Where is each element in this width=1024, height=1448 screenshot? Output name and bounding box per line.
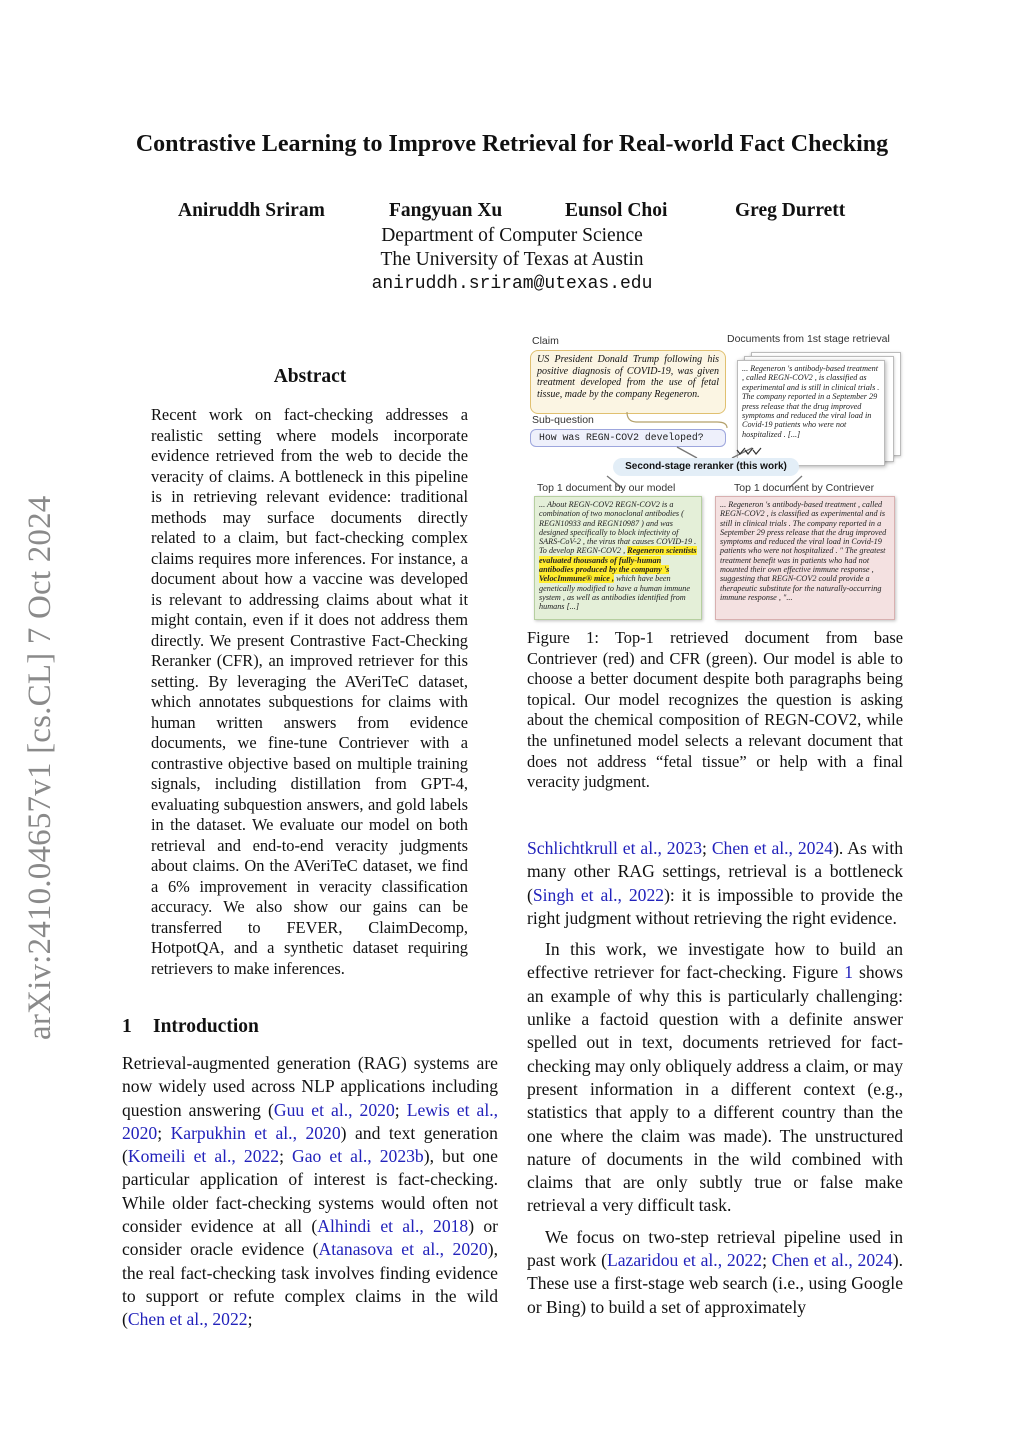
subquestion-arrow: [677, 447, 697, 458]
affiliation: [0, 224, 1024, 296]
intro-paragraph: In this work, we investigate how to build an effective retriever for fact-checking. Figure 1 shows an example of why this is particularly challenging: unlike a factoid question with a definite answer spelled out in text, documents retrieved for fact-checking may only obliquely address a claim, or may present information in a different context (e.g., statistics that apply to a different country than the one where the claim was made). The unstructured nature of documents in the wild combined with claims that are only subtly true or false make retrieval a very difficult task.: [527, 939, 903, 1216]
ours-label: Top 1 document by our model: [537, 482, 676, 494]
citation-link[interactable]: Chen et al., 2022: [127, 1309, 248, 1330]
documents-label: Documents from 1st stage retrieval: [727, 333, 890, 345]
citation-link[interactable]: Singh et al., 2022: [532, 884, 665, 905]
citation-link[interactable]: Chen et al., 2024: [711, 838, 834, 858]
author-name: Fangyuan Xu: [389, 200, 503, 221]
citation-link[interactable]: Schlichtkrull et al., 2023: [527, 838, 702, 858]
citation-link[interactable]: Gao et al., 2023b: [292, 1146, 424, 1167]
figure-1: [527, 330, 903, 622]
subquestion-label: Sub-question: [532, 414, 594, 426]
citation-link[interactable]: Guu et al., 2020: [273, 1099, 395, 1120]
department: Department of Computer Science: [381, 225, 643, 246]
document-card: ... Regeneron 's antibody-based treatment , called REGN-COV2 , is classified as experimental and is still in clinical trials . The company reported in a September 29 press release that the drug improved symptoms and reduced the viral load in Covid-19 patients who were not hospitalized . [...]: [737, 360, 885, 466]
citation-link[interactable]: Atanasova et al., 2020: [318, 1239, 488, 1260]
email[interactable]: aniruddh.sriram@utexas.edu: [371, 274, 653, 294]
ours-document: ... About REGN-COV2 REGN-COV2 is a combination of two monoclonal antibodies ( REGN10933 and REGN10987 ) and was designed specifically to block infectivity of SARS-CoV-2 , the virus that causes COVID-19 . To develop REGN-COV2 , Regeneron scientists evaluated thousands of fully-human antibodies produced by the company 's VelocImmune® mice , which have been genetically modified to have a human immune system , as well as antibodies identified from humans [...]: [534, 496, 702, 620]
citation-link[interactable]: Lewis et al., 2020: [122, 1099, 498, 1143]
intro-paragraph: Schlichtkrull et al., 2023; Chen et al., 2024). As with many other RAG settings, retrieval is a bottleneck (Singh et al., 2022): it is impossible to provide the right judgment without retrieving the right evidence.: [527, 838, 903, 928]
intro-left-column: [122, 1052, 498, 1332]
claim-label: Claim: [532, 335, 559, 347]
section-title: Introduction: [153, 1016, 259, 1037]
author-list: [0, 200, 1024, 226]
paper-title: Contrastive Learning to Improve Retrieval for Real-world Fact Checking: [135, 131, 889, 157]
citation-link[interactable]: Komeili et al., 2022: [127, 1146, 280, 1167]
claim-connector: [627, 412, 727, 428]
abstract-text: Recent work on fact-checking addresses a realistic setting where models incorporate evidence retrieved from the web to decide the veracity of claims. A bottleneck in this pipeline is in retrieving relevant evidence: traditional methods may surface documents directly related to a claim, but fact-checking complex claims requires more inferences. For instance, a document about how a vaccine was developed is relevant to addressing claims about what it might contain, even if it does not address them directly. We present Contrastive Fact-Checking Reranker (CFR), an improved retriever for this setting. By leveraging the AVeriTeC dataset, which annotates subquestions for claims with human written answers from evidence documents, we fine-tune Contriever with a contrastive objective based on multiple training signals, including distillation from GPT-4, evaluating subquestion answers, and gold labels in the dataset. We evaluate our model on both retrieval and end-to-end veracity judgments about claims. On the AVeriTeC dataset, we find a 6% improvement in veracity classification accuracy. We also show our gains can be transferred to FEVER, ClaimDecomp, HotpotQA, and a synthetic dataset requiring retrievers to make inferences.: [151, 405, 468, 978]
author-name: Greg Durrett: [735, 200, 846, 221]
section-heading: [122, 1016, 259, 1038]
abstract-heading: Abstract: [273, 366, 347, 387]
figure-caption: Figure 1: Top-1 retrieved document from base Contriever (red) and CFR (green). Our model is able to choose a better document despite both paragraphs being topical. Our model recognizes the question is asking about the chemical composition of REGN-COV2, while the unfinetuned model selects a relevant document that does not address “fetal tissue” or help with a final veracity judgment.: [527, 628, 903, 792]
author-name: Eunsol Choi: [565, 200, 668, 221]
intro-paragraph: Retrieval-augmented generation (RAG) systems are now widely used across NLP applications including question answering (Guu et al., 2020; Lewis et al., 2020; Karpukhin et al., 2020) and text generation (Komeili et al., 2022; Gao et al., 2023b), but one particular application of interest is fact-checking. While older fact-checking systems would often not consider evidence at all (Alhindi et al., 2018) or consider oracle evidence (Atanasova et al., 2020), the real fact-checking task involves finding evidence to support or refute complex claims in the wild (Chen et al., 2022;: [122, 1053, 498, 1330]
section-number: 1: [122, 1016, 132, 1037]
citation-link[interactable]: Lazaridou et al., 2022: [606, 1250, 763, 1271]
author-name: Aniruddh Sriram: [178, 200, 325, 221]
highlight-span: Regeneron scientists evaluated thousands of fully-human antibodies produced by the company 's VelocImmune® mice ,: [539, 546, 697, 584]
claim-box: US President Donald Trump following his positive diagnosis of COVID-19, was given treatment developed from the use of fetal tissue, made by the company Regeneron.: [530, 350, 726, 414]
subquestion-box: How was REGN-COV2 developed?: [530, 429, 726, 447]
citation-link[interactable]: Chen et al., 2024: [771, 1250, 893, 1271]
citation-link[interactable]: Karpukhin et al., 2020: [170, 1122, 341, 1143]
figure-ref-link[interactable]: 1: [844, 962, 854, 983]
university: The University of Texas at Austin: [380, 249, 644, 270]
intro-right-column: [527, 837, 903, 1319]
citation-link[interactable]: Alhindi et al., 2018: [317, 1216, 469, 1237]
reranker-label: Second-stage reranker (this work): [613, 458, 799, 476]
contriever-label: Top 1 document by Contriever: [734, 482, 875, 494]
intro-paragraph: We focus on two-step retrieval pipeline used in past work (Lazaridou et al., 2022; Chen et al., 2024). These use a first-stage web search (i.e., using Google or Bing) to build a set of approximately: [527, 1226, 903, 1317]
contriever-document: ... Regeneron 's antibody-based treatment , called REGN-COV2 , is classified as experimental and is still in clinical trials . The company reported in a September 29 press release that the drug improved symptoms and reduced the viral load in Covid-19 patients who were not hospitalized . " The greatest treatment benefit was in patients who had not mounted their own effective immune response , suggesting that REGN-COV2 could provide a therapeutic substitute for the naturally-occurring immune response , "...: [715, 496, 895, 620]
arxiv-stamp: arXiv:2410.04657v1 [cs.CL] 7 Oct 2024: [22, 495, 58, 1040]
